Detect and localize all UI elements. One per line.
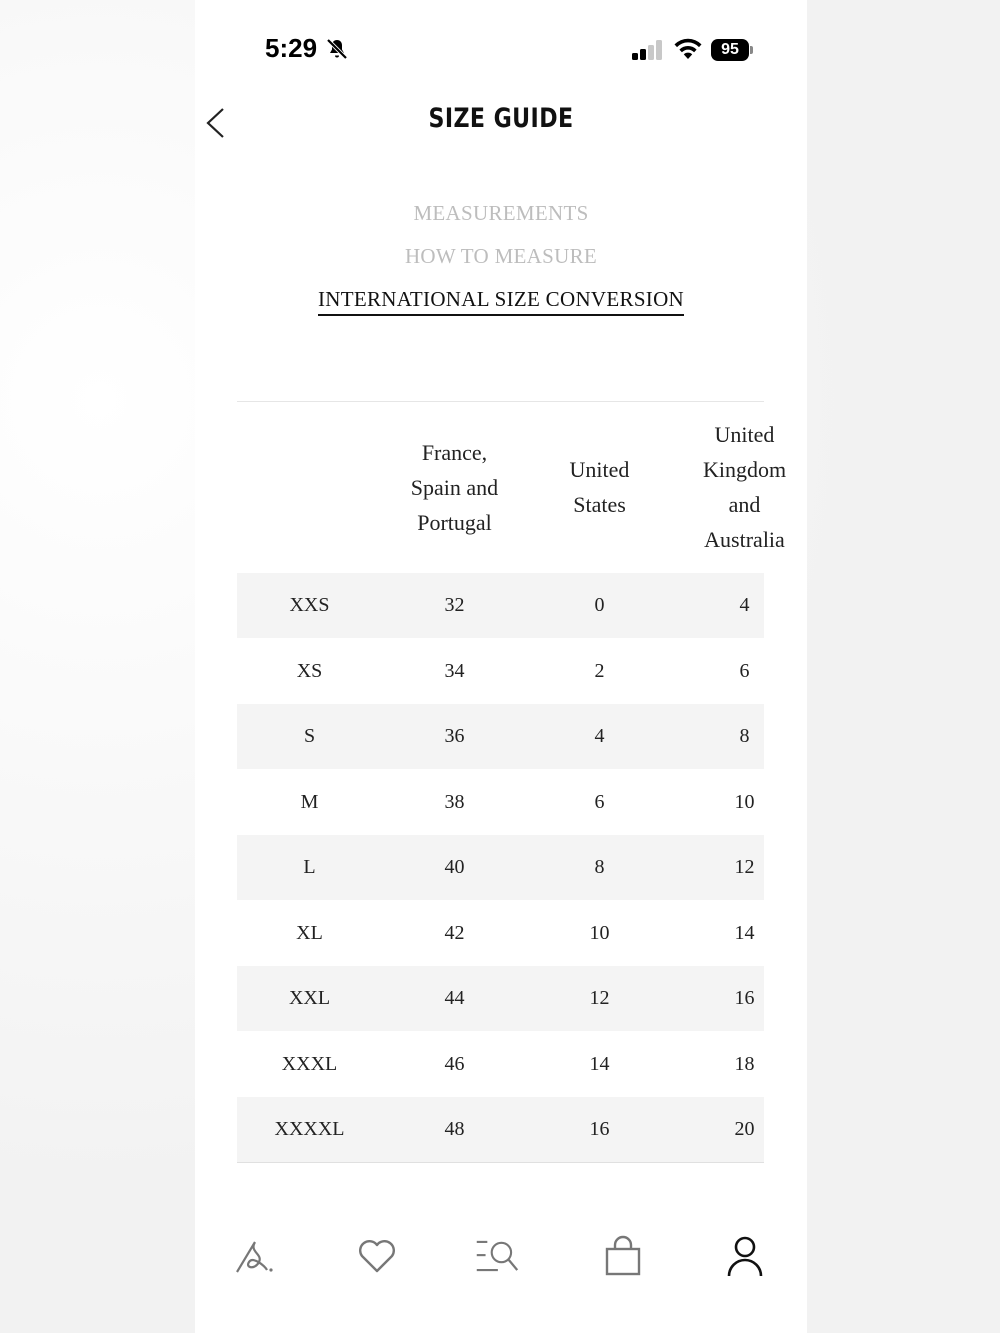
cell-united-states: 16: [589, 1118, 610, 1140]
back-chevron-icon[interactable]: [203, 106, 229, 140]
cell-france-spain-portugal: 36: [444, 725, 465, 747]
phone-screen: [195, 0, 807, 1333]
tab-international-size-conversion[interactable]: [195, 287, 807, 312]
header-united-states: United States: [569, 457, 630, 517]
table-row: [237, 573, 764, 638]
table-row: [237, 901, 764, 966]
cell-united-states: 10: [589, 921, 610, 944]
header-france-spain-portugal: France, Spain and Portugal: [410, 439, 499, 535]
cell-size: L: [303, 856, 316, 878]
cell-united-kingdom-australia: 12: [734, 856, 755, 878]
user-account-icon[interactable]: [723, 1234, 767, 1278]
cell-united-kingdom-australia: 4: [739, 594, 750, 616]
cell-united-kingdom-australia: 10: [734, 790, 755, 813]
cell-united-kingdom-australia: 14: [734, 921, 755, 944]
cell-france-spain-portugal: 32: [444, 594, 465, 616]
cell-united-states: 8: [594, 856, 605, 878]
cell-united-states: 4: [594, 725, 605, 747]
header-size: [237, 401, 382, 573]
cell-france-spain-portugal: 46: [444, 1052, 465, 1075]
cell-united-states: 2: [594, 659, 605, 682]
tab-measurements[interactable]: MEASUREMENTS: [413, 201, 589, 225]
table-row: [237, 770, 764, 835]
bell-muted-icon: [325, 37, 349, 61]
cell-size: M: [300, 790, 319, 813]
page-title: SIZE GUIDE: [428, 103, 574, 134]
search-menu-icon[interactable]: [475, 1234, 519, 1278]
cell-united-kingdom-australia: 6: [739, 659, 750, 682]
cell-united-kingdom-australia: 8: [739, 725, 750, 747]
cell-united-states: 6: [594, 790, 605, 813]
cell-size: XL: [296, 921, 323, 944]
cell-size: XXL: [288, 987, 331, 1009]
cell-united-kingdom-australia: 16: [734, 987, 755, 1009]
cell-size: XXXXL: [274, 1118, 345, 1140]
cell-size: XXXL: [281, 1052, 338, 1075]
cell-france-spain-portugal: 38: [444, 790, 465, 813]
wifi-icon: [673, 38, 703, 60]
tab-how-to-measure[interactable]: HOW TO MEASURE: [404, 244, 598, 268]
cell-france-spain-portugal: 44: [444, 987, 465, 1009]
header-united-kingdom-australia: United Kingdom and Australia: [702, 422, 787, 552]
cell-france-spain-portugal: 34: [444, 659, 465, 682]
shopping-bag-icon[interactable]: [601, 1234, 645, 1278]
heart-icon[interactable]: [355, 1234, 399, 1278]
brand-logo-icon[interactable]: [233, 1234, 277, 1278]
cell-united-states: 14: [589, 1052, 610, 1075]
cell-france-spain-portugal: 48: [444, 1118, 465, 1140]
cell-size: XXS: [289, 594, 330, 616]
cell-united-kingdom-australia: 18: [734, 1052, 755, 1075]
size-conversion-table: [237, 401, 787, 1163]
cell-france-spain-portugal: 40: [444, 856, 465, 878]
status-time: 5:29: [265, 33, 318, 63]
cell-united-states: 0: [594, 594, 605, 616]
cell-france-spain-portugal: 42: [444, 921, 465, 944]
table-row: [237, 1097, 764, 1162]
tab-active-label: INTERNATIONAL SIZE CONVERSION: [318, 287, 684, 316]
cell-united-kingdom-australia: 20: [734, 1118, 755, 1140]
battery-tip: [750, 46, 753, 54]
table-row: [237, 966, 764, 1031]
table-bottom-rule: [237, 1162, 764, 1163]
table-row: [237, 639, 764, 704]
table-row: [237, 835, 764, 900]
cell-united-states: 12: [589, 987, 610, 1009]
battery-indicator: 95: [711, 39, 749, 61]
cell-size: S: [303, 725, 316, 747]
table-row: [237, 704, 764, 769]
table-row: [237, 1032, 764, 1097]
cellular-signal-icon: [632, 40, 664, 60]
cell-size: XS: [296, 659, 323, 682]
